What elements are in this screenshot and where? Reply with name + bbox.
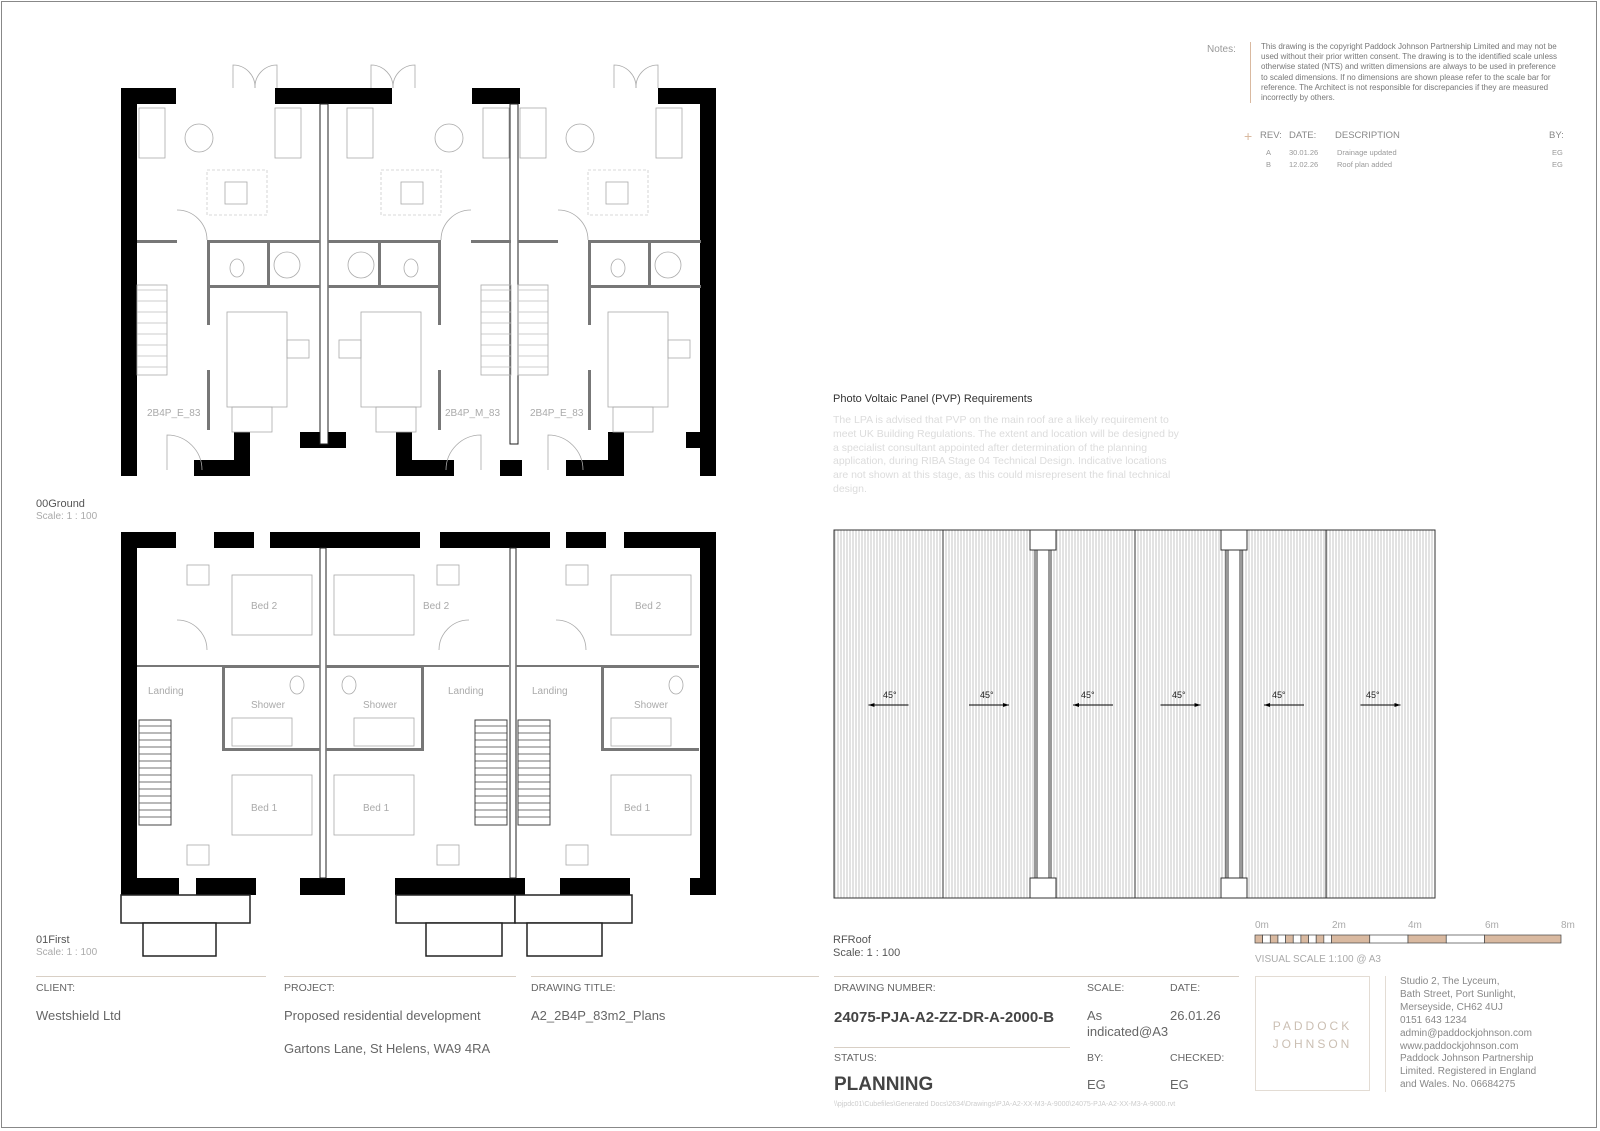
wall bbox=[214, 532, 254, 548]
company-address bbox=[1385, 976, 1536, 1092]
view-title-first: 01First bbox=[36, 934, 70, 946]
by-value: EG bbox=[1087, 1077, 1106, 1092]
partition bbox=[518, 240, 558, 243]
notes-text: This drawing is the copyright Paddock Johnson Partnership Limited and may not be used without their prior written consent. The drawing is to the identified scale unless otherwise stated (NTS) and written dimensions are always to be used in preference to scaled dimensions. If no dimensions are shown please refer to the scale bar for reference. The Architect is not responsible for discrepancies if they are measured incorrectly by others. bbox=[1250, 42, 1561, 103]
party-wall bbox=[510, 548, 516, 878]
wall bbox=[196, 878, 256, 895]
room-label-landing: Landing bbox=[448, 686, 484, 697]
partition bbox=[137, 240, 177, 243]
partition bbox=[207, 240, 320, 243]
partition bbox=[601, 748, 699, 751]
scale-segment bbox=[1263, 935, 1271, 943]
parapet-cap bbox=[1221, 878, 1247, 898]
desk bbox=[437, 565, 459, 585]
desk bbox=[566, 565, 588, 585]
address-line: Studio 2, The Lyceum, bbox=[1400, 976, 1500, 987]
sink bbox=[613, 407, 653, 432]
partition bbox=[267, 240, 270, 288]
revision-by: EG bbox=[1552, 148, 1563, 157]
stairs bbox=[137, 285, 167, 375]
shower-tray bbox=[354, 718, 414, 746]
room-label-bed2: Bed 2 bbox=[251, 601, 278, 612]
kitchen-wall bbox=[207, 285, 210, 325]
drawing-title-value: A2_2B4P_83m2_Plans bbox=[531, 1008, 666, 1023]
by-label: BY: bbox=[1087, 1052, 1104, 1064]
partition bbox=[222, 665, 225, 750]
view-title-ground: 00Ground bbox=[36, 498, 85, 510]
roof-slope bbox=[1135, 530, 1226, 898]
bay-window-roof bbox=[527, 923, 602, 956]
wall bbox=[234, 432, 250, 476]
hob bbox=[287, 340, 309, 358]
kitchen-wall bbox=[207, 370, 210, 430]
revision-rev: A bbox=[1266, 148, 1272, 157]
kitchen-wall bbox=[588, 285, 701, 288]
desk bbox=[566, 845, 588, 865]
sofa bbox=[656, 108, 682, 158]
stairs bbox=[139, 720, 171, 825]
bed bbox=[611, 775, 691, 835]
revision-rev: B bbox=[1266, 160, 1272, 169]
roof-plan bbox=[834, 530, 1435, 898]
patio-door-swing bbox=[371, 65, 393, 88]
partition bbox=[378, 240, 381, 288]
wall bbox=[690, 878, 716, 895]
shower-tray bbox=[348, 252, 374, 278]
wall bbox=[121, 532, 137, 895]
room-label-bed2: Bed 2 bbox=[635, 601, 662, 612]
wall bbox=[500, 460, 522, 476]
stairs bbox=[518, 720, 550, 825]
partition bbox=[588, 240, 701, 243]
logo-line2: JOHNSON bbox=[1272, 1037, 1353, 1051]
partition bbox=[326, 748, 424, 751]
status-value: PLANNING bbox=[834, 1074, 934, 1095]
parapet-cap bbox=[1030, 530, 1056, 550]
ground-floor-plan bbox=[121, 65, 716, 476]
view-title-roof: RFRoof bbox=[833, 934, 871, 946]
wall bbox=[121, 88, 137, 476]
divider bbox=[284, 976, 516, 977]
revision-date: 12.02.26 bbox=[1289, 160, 1319, 169]
project-label: PROJECT: bbox=[284, 982, 335, 994]
partition bbox=[471, 240, 511, 243]
kitchen-wall bbox=[438, 285, 441, 325]
parapet-cap bbox=[1030, 878, 1056, 898]
scale-segment bbox=[1293, 935, 1301, 943]
scale-segment bbox=[1324, 935, 1332, 943]
sofa bbox=[139, 108, 165, 158]
patio-door-swing bbox=[614, 65, 636, 88]
toilet-icon bbox=[230, 259, 244, 277]
status-label: STATUS: bbox=[834, 1052, 877, 1064]
scale-segment bbox=[1278, 935, 1286, 943]
pitch-label: 45° bbox=[1081, 690, 1095, 700]
pitch-label: 45° bbox=[1272, 690, 1286, 700]
description-header: DESCRIPTION bbox=[1335, 130, 1400, 141]
bed bbox=[334, 575, 414, 635]
scale-segment bbox=[1446, 935, 1484, 943]
scale-segment bbox=[1316, 935, 1324, 943]
partition bbox=[601, 665, 699, 668]
by-header: BY: bbox=[1549, 130, 1564, 141]
shower-tray bbox=[655, 252, 681, 278]
desk bbox=[187, 565, 209, 585]
room-label-bed1: Bed 1 bbox=[363, 803, 390, 814]
round-table bbox=[435, 124, 463, 152]
bay-window bbox=[515, 895, 632, 923]
wall bbox=[608, 432, 624, 476]
partition bbox=[648, 240, 651, 288]
wall bbox=[121, 878, 179, 895]
hob bbox=[668, 340, 690, 358]
room-label-shower: Shower bbox=[251, 700, 285, 711]
divider bbox=[834, 976, 1239, 977]
party-wall bbox=[510, 104, 518, 444]
partition bbox=[207, 240, 210, 288]
kitchen-wall bbox=[438, 370, 441, 430]
stairs bbox=[518, 285, 548, 375]
view-scale-roof: Scale: 1 : 100 bbox=[833, 947, 901, 959]
bay-window-roof bbox=[143, 923, 216, 956]
round-table bbox=[185, 124, 213, 152]
scale-tick: 0m bbox=[1255, 920, 1269, 931]
door-swing bbox=[177, 620, 207, 650]
scale-value: As indicated@A3 bbox=[1087, 1008, 1169, 1039]
door-swing bbox=[177, 210, 207, 240]
room-label-bed2: Bed 2 bbox=[423, 601, 450, 612]
kitchen-wall bbox=[207, 285, 320, 288]
kitchen-wall bbox=[588, 370, 591, 430]
date-label: DATE: bbox=[1170, 982, 1201, 994]
desk bbox=[187, 845, 209, 865]
wall bbox=[275, 88, 392, 104]
parapet-cap bbox=[1221, 530, 1247, 550]
worktop bbox=[227, 312, 287, 407]
scale-bar bbox=[1255, 935, 1561, 943]
scale-tick: 4m bbox=[1408, 920, 1422, 931]
stairs bbox=[475, 720, 507, 825]
dining-table bbox=[401, 182, 423, 204]
address-line: Bath Street, Port Sunlight, bbox=[1400, 988, 1516, 1000]
wall bbox=[270, 532, 420, 548]
pitch-label: 45° bbox=[883, 690, 897, 700]
shower-tray bbox=[232, 718, 292, 746]
project-address: Gartons Lane, St Helens, WA9 4RA bbox=[284, 1041, 491, 1056]
party-wall-parapet bbox=[1228, 550, 1240, 878]
unit bbox=[326, 565, 509, 865]
website: www.paddockjohnson.com bbox=[1400, 1040, 1519, 1052]
rug bbox=[381, 170, 441, 215]
partition bbox=[588, 240, 591, 288]
roof-slope bbox=[834, 530, 943, 898]
phone: 0151 643 1234 bbox=[1400, 1014, 1467, 1026]
revision-description: Roof plan added bbox=[1337, 160, 1393, 169]
wall bbox=[121, 532, 176, 548]
scale-tick: 6m bbox=[1485, 920, 1499, 931]
address-line: Limited. Registered in England bbox=[1400, 1066, 1537, 1078]
checked-label: CHECKED: bbox=[1170, 1052, 1225, 1064]
room-label-bed1: Bed 1 bbox=[251, 803, 278, 814]
unit-label: 2B4P_E_83 bbox=[530, 408, 584, 419]
revision-by: EG bbox=[1552, 160, 1563, 169]
view-scale-ground: Scale: 1 : 100 bbox=[36, 511, 98, 522]
logo-line1: PADDOCK bbox=[1272, 1019, 1353, 1033]
toilet-icon bbox=[611, 259, 625, 277]
toilet-icon bbox=[669, 676, 683, 694]
room-label-landing: Landing bbox=[148, 686, 184, 697]
patio-door-swing bbox=[255, 65, 277, 88]
door-swing bbox=[441, 210, 471, 240]
unit-label: 2B4P_E_83 bbox=[147, 408, 201, 419]
address-line: Merseyside, CH62 4UJ bbox=[1400, 1001, 1503, 1013]
wall bbox=[658, 88, 716, 104]
sink bbox=[376, 407, 416, 432]
pitch-label: 45° bbox=[980, 690, 994, 700]
wall bbox=[395, 878, 525, 895]
rug bbox=[588, 170, 648, 215]
bay-window bbox=[121, 895, 250, 923]
notes-label: Notes: bbox=[1207, 44, 1236, 55]
client-value: Westshield Ltd bbox=[36, 1008, 122, 1023]
wall bbox=[121, 88, 176, 104]
view-scale-first: Scale: 1 : 100 bbox=[36, 947, 98, 958]
wall bbox=[700, 88, 716, 476]
patio-door-swing bbox=[636, 65, 658, 88]
stairs bbox=[481, 285, 511, 375]
scale-segment bbox=[1255, 935, 1263, 943]
rug bbox=[207, 170, 267, 215]
toilet-icon bbox=[404, 259, 418, 277]
address-line: and Wales. No. 06684275 bbox=[1400, 1079, 1516, 1091]
scale-segment bbox=[1270, 935, 1278, 943]
room-label-landing: Landing bbox=[532, 686, 568, 697]
toilet-icon bbox=[342, 676, 356, 694]
patio-door-swing bbox=[393, 65, 415, 88]
unit bbox=[516, 565, 699, 865]
email: admin@paddockjohnson.com bbox=[1400, 1027, 1532, 1039]
wall bbox=[700, 532, 716, 895]
scale-segment bbox=[1301, 935, 1309, 943]
date-header: DATE: bbox=[1289, 130, 1317, 141]
party-wall-parapet bbox=[1037, 550, 1049, 878]
worktop bbox=[608, 312, 668, 407]
drawing-number-label: DRAWING NUMBER: bbox=[834, 982, 936, 994]
door-swing bbox=[439, 620, 469, 650]
patio-door-swing bbox=[233, 65, 255, 88]
partition bbox=[601, 665, 604, 750]
divider bbox=[531, 976, 819, 977]
roof-slope bbox=[1242, 530, 1326, 898]
door-swing bbox=[558, 210, 588, 240]
shower-tray bbox=[274, 252, 300, 278]
unit-label: 2B4P_M_83 bbox=[445, 408, 501, 419]
wall bbox=[686, 432, 716, 448]
client-label: CLIENT: bbox=[36, 982, 76, 994]
roof-slope bbox=[1051, 530, 1135, 898]
revision-description: Drainage updated bbox=[1337, 148, 1397, 157]
party-wall bbox=[320, 104, 328, 444]
scale-segment bbox=[1309, 935, 1317, 943]
room-label-shower: Shower bbox=[634, 700, 668, 711]
sofa bbox=[275, 108, 301, 158]
project-name: Proposed residential development bbox=[284, 1008, 481, 1023]
shower-tray bbox=[611, 718, 671, 746]
roof-slope bbox=[1326, 530, 1435, 898]
wall bbox=[472, 88, 520, 104]
partition bbox=[222, 665, 320, 668]
bay-window bbox=[396, 895, 515, 923]
desk bbox=[437, 845, 459, 865]
company-logo bbox=[1255, 976, 1370, 1091]
divider bbox=[834, 1047, 1070, 1048]
scale-tick: 2m bbox=[1332, 920, 1346, 931]
pitch-label: 45° bbox=[1366, 690, 1380, 700]
plus-icon: + bbox=[1244, 128, 1253, 144]
sofa bbox=[483, 108, 509, 158]
wall bbox=[396, 432, 412, 476]
first-floor-plan bbox=[121, 532, 716, 956]
dining-table bbox=[606, 182, 628, 204]
scale-segment bbox=[1408, 935, 1446, 943]
wall bbox=[440, 532, 550, 548]
divider bbox=[36, 976, 266, 977]
round-table bbox=[566, 124, 594, 152]
party-wall bbox=[320, 548, 326, 878]
pitch-label: 45° bbox=[1172, 690, 1186, 700]
checked-value: EG bbox=[1170, 1077, 1189, 1092]
wall bbox=[624, 532, 716, 548]
rev-header: REV: bbox=[1260, 130, 1282, 141]
date-value: 26.01.26 bbox=[1170, 1008, 1221, 1023]
scale-caption: VISUAL SCALE 1:100 @ A3 bbox=[1255, 954, 1381, 965]
sofa bbox=[520, 108, 546, 158]
scale-segment bbox=[1370, 935, 1408, 943]
dining-table bbox=[225, 182, 247, 204]
wall bbox=[300, 878, 345, 895]
drawing-number-value: 24075-PJA-A2-ZZ-DR-A-2000-B bbox=[834, 1009, 1055, 1026]
partition bbox=[326, 665, 424, 668]
scale-segment bbox=[1332, 935, 1370, 943]
scale-label: SCALE: bbox=[1087, 982, 1125, 994]
partition bbox=[421, 665, 424, 750]
room-label-shower: Shower bbox=[363, 700, 397, 711]
kitchen-wall bbox=[328, 285, 441, 288]
partition bbox=[438, 240, 441, 288]
bay-window-roof bbox=[426, 923, 502, 956]
sofa bbox=[347, 108, 373, 158]
room-label-bed1: Bed 1 bbox=[624, 803, 651, 814]
sink bbox=[232, 407, 272, 432]
hob bbox=[339, 340, 361, 358]
scale-tick: 8m bbox=[1561, 920, 1575, 931]
wall bbox=[566, 532, 606, 548]
scale-segment bbox=[1485, 935, 1562, 943]
kitchen-wall bbox=[588, 285, 591, 325]
pvp-heading: Photo Voltaic Panel (PVP) Requirements bbox=[833, 393, 1033, 405]
file-path: \\pjpdc01\Cubefiles\Generated Docs\2634\Drawings\PJA-A2-XX-M3-A-9000\24075-PJA-A2-XX-M3-A-9000.rvt bbox=[834, 1101, 1176, 1108]
unit bbox=[137, 565, 320, 865]
door-swing bbox=[556, 620, 586, 650]
partition bbox=[328, 240, 441, 243]
worktop bbox=[361, 312, 421, 407]
roof-slope bbox=[943, 530, 1035, 898]
scale-segment bbox=[1286, 935, 1294, 943]
revision-date: 30.01.26 bbox=[1289, 148, 1319, 157]
address-line: Paddock Johnson Partnership bbox=[1400, 1053, 1534, 1065]
pvp-text: The LPA is advised that PVP on the main roof are a likely requirement to meet UK Building Regulations. The extent and location will be designed by a specialist consultant appointed after determination of the planning application, during RIBA Stage 04 Technical Design. Indicative locations are not shown at this stage, as this could misrepresent the final technical design. bbox=[833, 414, 1179, 495]
drawing-title-label: DRAWING TITLE: bbox=[531, 982, 616, 994]
partition bbox=[222, 748, 320, 751]
toilet-icon bbox=[290, 676, 304, 694]
wall bbox=[560, 878, 630, 895]
